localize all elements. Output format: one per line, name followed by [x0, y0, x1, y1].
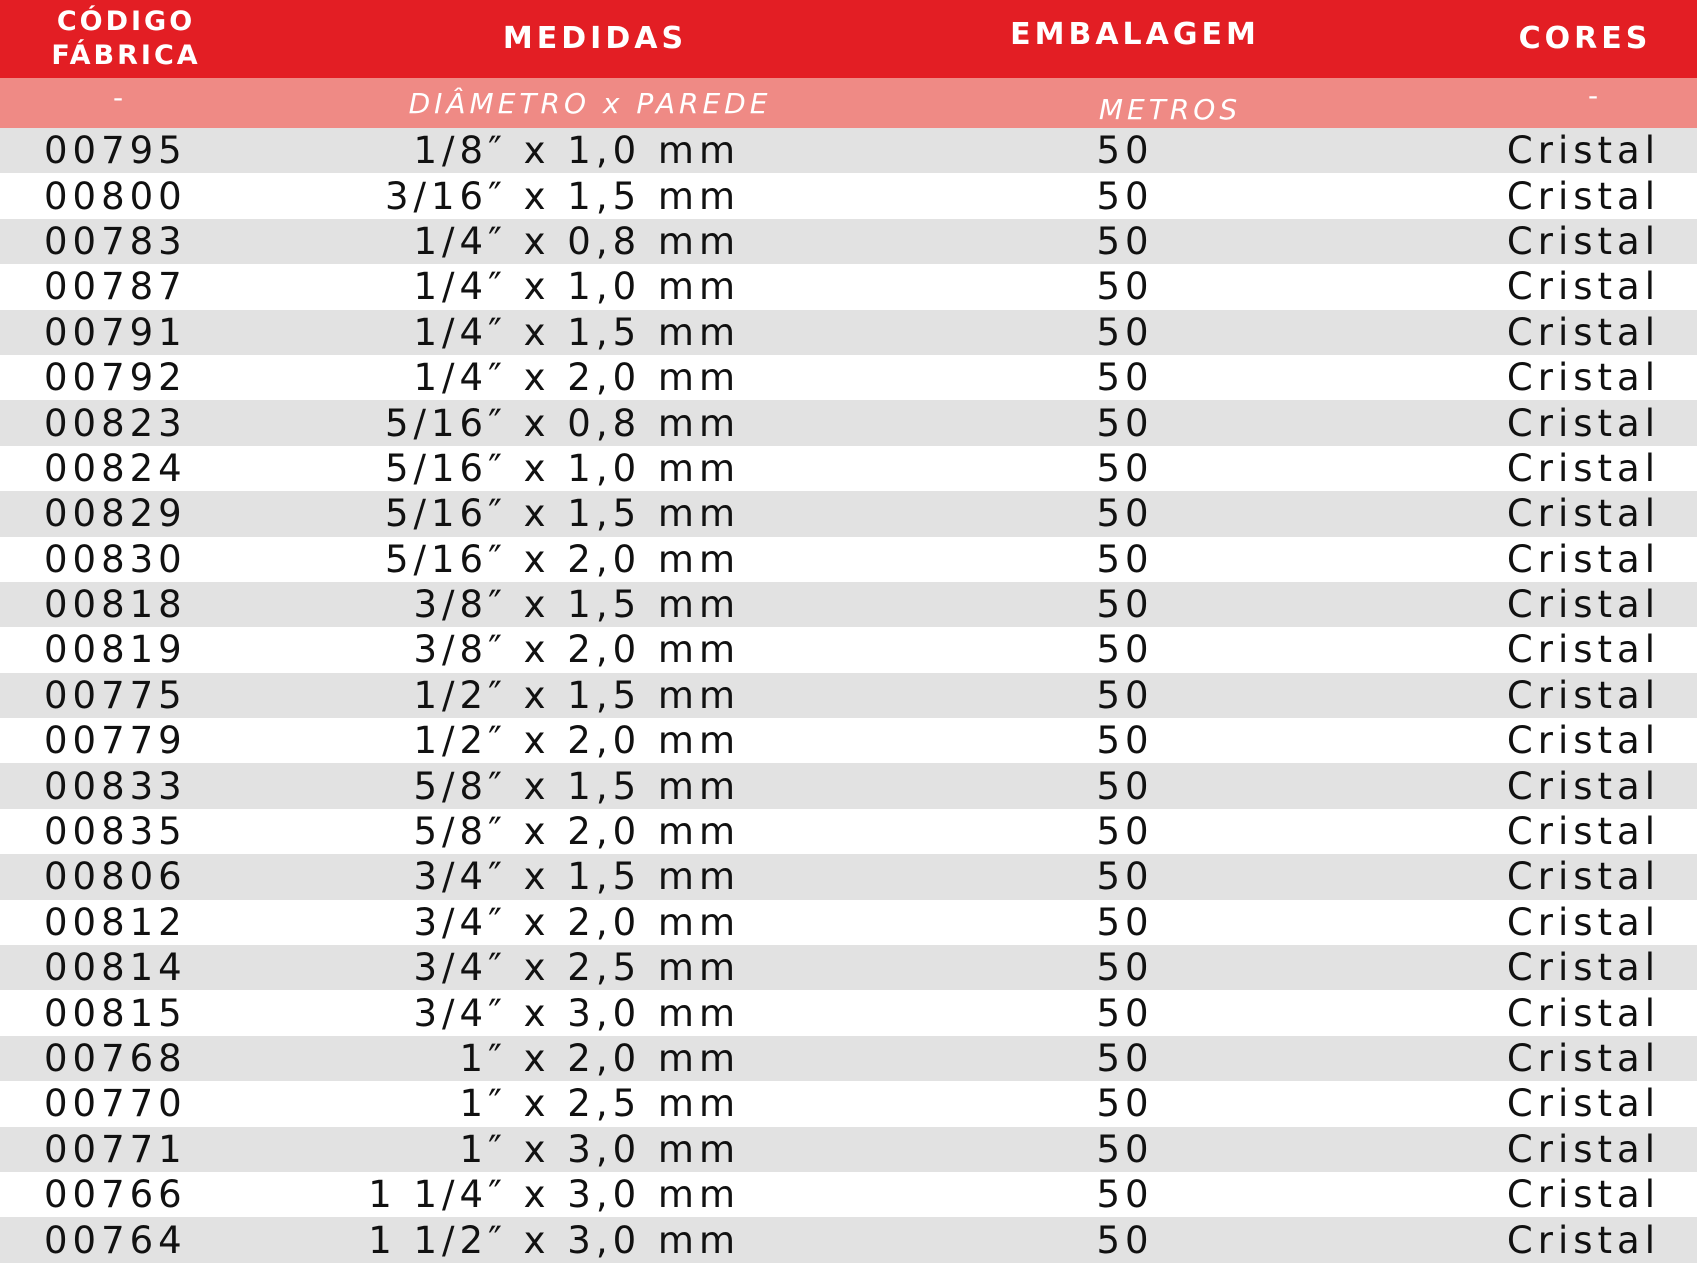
cell-embalagem: 50 — [1096, 628, 1154, 672]
cell-codigo: 00824 — [44, 446, 187, 490]
cell-embalagem: 50 — [1096, 719, 1154, 763]
table-row — [0, 173, 1697, 218]
cell-medidas: 5/16″ x 2,0 mm — [384, 537, 740, 581]
cell-cores: Cristal — [1506, 401, 1660, 445]
cell-codigo: 00818 — [44, 583, 187, 627]
cell-embalagem: 50 — [1096, 1082, 1154, 1126]
cell-embalagem: 50 — [1096, 492, 1154, 536]
cell-embalagem: 50 — [1096, 446, 1154, 490]
cell-embalagem: 50 — [1096, 855, 1154, 899]
header-embalagem: EMBALAGEM — [1010, 17, 1260, 52]
cell-medidas: 5/16″ x 1,5 mm — [384, 492, 740, 536]
cell-medidas: 1/8″ x 1,0 mm — [413, 129, 740, 173]
table-row — [0, 128, 1697, 173]
table-body — [0, 128, 1697, 1263]
cell-medidas: 5/16″ x 0,8 mm — [384, 401, 740, 445]
cell-embalagem: 50 — [1096, 946, 1154, 990]
cell-embalagem: 50 — [1096, 129, 1154, 173]
header-medidas: MEDIDAS — [502, 21, 688, 56]
cell-cores: Cristal — [1506, 265, 1660, 309]
cell-cores: Cristal — [1506, 900, 1660, 944]
cell-codigo: 00791 — [44, 310, 187, 354]
cell-cores: Cristal — [1506, 628, 1660, 672]
table-row — [0, 400, 1697, 445]
cell-medidas: 3/4″ x 3,0 mm — [413, 991, 740, 1035]
cell-cores: Cristal — [1506, 446, 1660, 490]
cell-codigo: 00833 — [44, 764, 187, 808]
table-row — [0, 900, 1697, 945]
cell-medidas: 1/4″ x 1,5 mm — [413, 310, 740, 354]
cell-cores: Cristal — [1506, 1037, 1660, 1080]
cell-embalagem: 50 — [1096, 1173, 1154, 1217]
cell-embalagem: 50 — [1096, 764, 1154, 808]
cell-cores: Cristal — [1506, 1082, 1660, 1126]
cell-codigo: 00830 — [44, 537, 187, 581]
cell-codigo: 00787 — [44, 265, 187, 309]
cell-embalagem: 50 — [1096, 1218, 1154, 1262]
cell-medidas: 1/4″ x 0,8 mm — [413, 219, 740, 263]
table-row — [0, 1036, 1697, 1081]
cell-embalagem: 50 — [1096, 356, 1154, 400]
cell-codigo: 00819 — [44, 628, 187, 672]
cell-medidas: 1 1/4″ x 3,0 mm — [368, 1173, 740, 1217]
header-cores: CORES — [1518, 21, 1652, 56]
cell-embalagem: 50 — [1096, 900, 1154, 944]
cell-embalagem: 50 — [1096, 583, 1154, 627]
cell-medidas: 3/8″ x 1,5 mm — [413, 583, 740, 627]
cell-codigo: 00800 — [44, 174, 187, 218]
table-row — [0, 673, 1697, 718]
cell-codigo: 00812 — [44, 900, 187, 944]
cell-medidas: 3/16″ x 1,5 mm — [384, 174, 740, 218]
table-row — [0, 945, 1697, 990]
cell-cores: Cristal — [1506, 174, 1660, 218]
cell-cores: Cristal — [1506, 810, 1660, 854]
cell-cores: Cristal — [1506, 764, 1660, 808]
cell-cores: Cristal — [1506, 673, 1660, 717]
cell-cores: Cristal — [1506, 583, 1660, 627]
cell-codigo: 00771 — [44, 1127, 187, 1171]
cell-cores: Cristal — [1506, 946, 1660, 990]
cell-codigo: 00783 — [44, 219, 187, 263]
cell-cores: Cristal — [1506, 1127, 1660, 1171]
table-row — [0, 1217, 1697, 1262]
cell-codigo: 00795 — [44, 129, 187, 173]
table-row — [0, 1127, 1697, 1172]
cell-cores: Cristal — [1506, 219, 1660, 263]
cell-medidas: 1″ x 2,5 mm — [459, 1082, 740, 1126]
cell-codigo: 00770 — [44, 1082, 187, 1126]
cell-medidas: 5/8″ x 1,5 mm — [413, 764, 740, 808]
cell-medidas: 3/4″ x 2,0 mm — [413, 900, 740, 944]
table-row — [0, 446, 1697, 491]
cell-cores: Cristal — [1506, 1173, 1660, 1217]
table-row — [0, 310, 1697, 355]
table-row — [0, 718, 1697, 763]
table-row — [0, 355, 1697, 400]
cell-embalagem: 50 — [1096, 310, 1154, 354]
cell-medidas: 1/4″ x 1,0 mm — [413, 265, 740, 309]
table-row — [0, 582, 1697, 627]
cell-embalagem: 50 — [1096, 174, 1154, 218]
cell-codigo: 00829 — [44, 492, 187, 536]
cell-medidas: 3/4″ x 2,5 mm — [413, 946, 740, 990]
cell-medidas: 5/8″ x 2,0 mm — [413, 810, 740, 854]
subheader-embalagem: METROS — [1098, 92, 1242, 126]
table-row — [0, 491, 1697, 536]
cell-medidas: 1/2″ x 1,5 mm — [413, 673, 740, 717]
cell-embalagem: 50 — [1096, 991, 1154, 1035]
header-codigo-line2: FÁBRICA — [51, 40, 201, 71]
table-row — [0, 537, 1697, 582]
cell-codigo: 00806 — [44, 855, 187, 899]
table-row — [0, 1172, 1697, 1217]
cell-embalagem: 50 — [1096, 1127, 1154, 1171]
cell-codigo: 00775 — [44, 673, 187, 717]
table-row — [0, 264, 1697, 309]
table-subheader — [0, 78, 1697, 128]
table-row — [0, 763, 1697, 808]
cell-medidas: 1″ x 2,0 mm — [459, 1037, 740, 1080]
cell-embalagem: 50 — [1096, 810, 1154, 854]
cell-codigo: 00814 — [44, 946, 187, 990]
cell-cores: Cristal — [1506, 310, 1660, 354]
subheader-medidas: DIÂMETRO x PAREDE — [408, 86, 772, 120]
table-row — [0, 990, 1697, 1035]
header-codigo-fabrica — [46, 0, 206, 78]
cell-codigo: 00835 — [44, 810, 187, 854]
table-row — [0, 854, 1697, 899]
cell-embalagem: 50 — [1096, 265, 1154, 309]
cell-cores: Cristal — [1506, 356, 1660, 400]
cell-cores: Cristal — [1506, 129, 1660, 173]
cell-medidas: 5/16″ x 1,0 mm — [384, 446, 740, 490]
cell-embalagem: 50 — [1096, 219, 1154, 263]
table-row — [0, 809, 1697, 854]
cell-codigo: 00766 — [44, 1173, 187, 1217]
subheader-cores: - — [1587, 78, 1603, 112]
cell-cores: Cristal — [1506, 991, 1660, 1035]
cell-codigo: 00792 — [44, 356, 187, 400]
cell-codigo: 00764 — [44, 1218, 187, 1262]
table-row — [0, 1081, 1697, 1126]
cell-medidas: 1″ x 3,0 mm — [459, 1127, 740, 1171]
cell-cores: Cristal — [1506, 492, 1660, 536]
cell-medidas: 1/4″ x 2,0 mm — [413, 356, 740, 400]
cell-cores: Cristal — [1506, 1218, 1660, 1262]
cell-codigo: 00779 — [44, 719, 187, 763]
cell-codigo: 00823 — [44, 401, 187, 445]
cell-medidas: 3/8″ x 2,0 mm — [413, 628, 740, 672]
cell-codigo: 00768 — [44, 1037, 187, 1080]
cell-codigo: 00815 — [44, 991, 187, 1035]
table-row — [0, 627, 1697, 672]
header-codigo-line1: CÓDIGO — [56, 6, 196, 37]
cell-cores: Cristal — [1506, 719, 1660, 763]
cell-medidas: 1/2″ x 2,0 mm — [413, 719, 740, 763]
cell-embalagem: 50 — [1096, 537, 1154, 581]
cell-embalagem: 50 — [1096, 401, 1154, 445]
cell-cores: Cristal — [1506, 537, 1660, 581]
cell-embalagem: 50 — [1096, 1037, 1154, 1080]
cell-embalagem: 50 — [1096, 673, 1154, 717]
subheader-codigo: - — [112, 80, 128, 114]
cell-medidas: 1 1/2″ x 3,0 mm — [368, 1218, 740, 1262]
table-row — [0, 219, 1697, 264]
cell-cores: Cristal — [1506, 855, 1660, 899]
table-header — [0, 0, 1697, 78]
cell-medidas: 3/4″ x 1,5 mm — [413, 855, 740, 899]
